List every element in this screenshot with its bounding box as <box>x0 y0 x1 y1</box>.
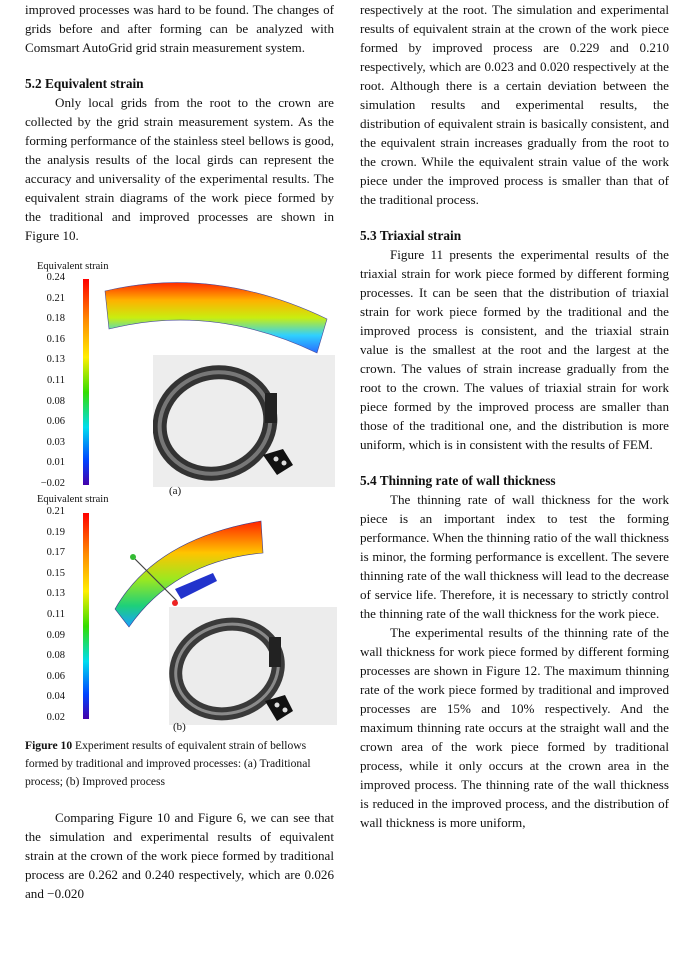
colorbar-a-tick-label: 0.18 <box>46 313 65 325</box>
strain-map-a <box>95 269 335 359</box>
colorbar-b-tick-label: 0.15 <box>46 567 65 579</box>
bellows-ring-a <box>153 355 335 487</box>
colorbar-b-tick-label: 0.11 <box>47 609 65 620</box>
section-5-2-heading: 5.2 Equivalent strain <box>25 76 144 91</box>
colorbar-b-tick-label: 0.19 <box>46 526 65 538</box>
subfigure-a-label: (a) <box>169 485 182 497</box>
colorbar-b-tick-label: 0.06 <box>46 670 65 682</box>
paragraph-5-3-1: Figure 11 presents the experimental results of the triaxial strain for work piece formed by different forming processes. It can be seen that the distribution of triaxial strain for work piece formed by the traditional and the improved process is consistent, and the triaxial strain value is the smallest at the root and the largest at the crown. The values of strain increase gradually from the root to the crown. The values of triaxial strain for work piece formed by the improved process are smaller than those of the traditional one, and the distribution is more uniform, which is in consistent with the results of FEM. <box>360 247 669 452</box>
colorbar-b-tick-label: 0.02 <box>46 712 65 723</box>
colorbar-b <box>83 513 89 719</box>
figure-10-caption-label: Figure 10 <box>25 739 73 752</box>
colorbar-a-tick-label: −0.02 <box>40 478 65 489</box>
paragraph-5-2-2: Comparing Figure 10 and Figure 6, we can see that the simulation and experimental results of equivalent strain at the crown of the work piece formed by traditional process are 0.262 and 0.240 respectively, which are 0.026 and −0.020 <box>25 810 334 901</box>
section-5-3-heading: 5.3 Triaxial strain <box>360 228 462 243</box>
figure-10 <box>25 263 334 733</box>
colorbar-a-tick-label: 0.21 <box>46 292 65 304</box>
figure-10-caption-text: Experiment results of equivalent strain of bellows formed by traditional and improved processes: (a) Traditional process; (b) Improved process <box>25 739 311 788</box>
colorbar-b-tick-label: 0.13 <box>46 588 65 600</box>
colorbar-a-tick-label: 0.24 <box>46 272 65 283</box>
colorbar-b-title: Equivalent strain <box>37 494 109 505</box>
colorbar-a-title: Equivalent strain <box>37 261 109 272</box>
figure-10-caption <box>25 737 334 791</box>
colorbar-a-tick-label: 0.01 <box>46 457 65 469</box>
paragraph-intro-continued: improved processes was hard to be found. The changes of grids before and after forming can be analyzed with Comsmart AutoGrid grid strain measurement system. <box>25 2 334 55</box>
colorbar-a-tick-label: 0.08 <box>46 395 65 407</box>
colorbar-a-tick-label: 0.06 <box>46 416 65 428</box>
colorbar-a-tick-label: 0.11 <box>47 375 65 386</box>
right-column <box>360 0 669 832</box>
paragraph-5-2-continued: respectively at the root. The simulation and experimental results of equivalent strain at the crown of the work piece formed by improved process are 0.229 and 0.210 respectively, which are 0.023 and 0.020 respectively at the root. Although there is a certain deviation between the simulation results and experimental results, the distribution of equivalent strain is basically consistent, and the equivalent strain increases gradually from the root to the crown. While the equivalent strain value of the work piece under the improved process is smaller than that of the traditional process. <box>360 2 669 207</box>
colorbar-a <box>83 279 89 485</box>
paragraph-5-4-2: The experimental results of the thinning rate of the wall thickness for work piece formed by different forming processes are shown in Figure 12. The maximum thinning rate of the work piece formed by traditional and improved processes are 15% and 10% respectively. And the maximum thinning rate occurs at the straight wall and the crown area of the work piece formed by traditional process, while it only occurs at the crown area in the improved process. The thinning rate of the wall thickness is reduced in the improved process, and the distribution of wall thickness is more uniform, <box>360 625 669 830</box>
subfigure-b-label: (b) <box>173 721 186 733</box>
bellows-ring-b <box>169 607 337 725</box>
section-5-4-heading: 5.4 Thinning rate of wall thickness <box>360 473 556 488</box>
colorbar-b-tick-label: 0.09 <box>46 629 65 641</box>
colorbar-a-tick-label: 0.13 <box>46 354 65 366</box>
colorbar-b-tick-label: 0.04 <box>46 691 65 703</box>
colorbar-a-tick-label: 0.16 <box>46 333 65 345</box>
colorbar-b-tick-label: 0.21 <box>46 506 65 517</box>
left-column <box>25 0 334 903</box>
paragraph-5-4-1: The thinning rate of wall thickness for the work piece is an important index to test the forming performance. When the thinning ratio of the wall thickness is minor, the forming performance is excellent. The severe thinning rate of the wall thickness will lead to the decrease of service life. Therefore, it is necessary to strictly control the thinning rate of the wall thickness for the work piece. <box>360 492 669 621</box>
paragraph-5-2-1: Only local grids from the root to the crown are collected by the grid strain measurement system. As the forming performance of the stainless steel bellows is good, the analysis results of the local girds can represent the accuracy and universality of the experimental results. The equivalent strain diagrams of the work piece formed by the traditional and improved processes are shown in Figure 10. <box>25 95 334 243</box>
colorbar-a-tick-label: 0.03 <box>46 436 65 448</box>
colorbar-b-tick-label: 0.17 <box>46 547 65 559</box>
colorbar-b-tick-label: 0.08 <box>46 650 65 662</box>
